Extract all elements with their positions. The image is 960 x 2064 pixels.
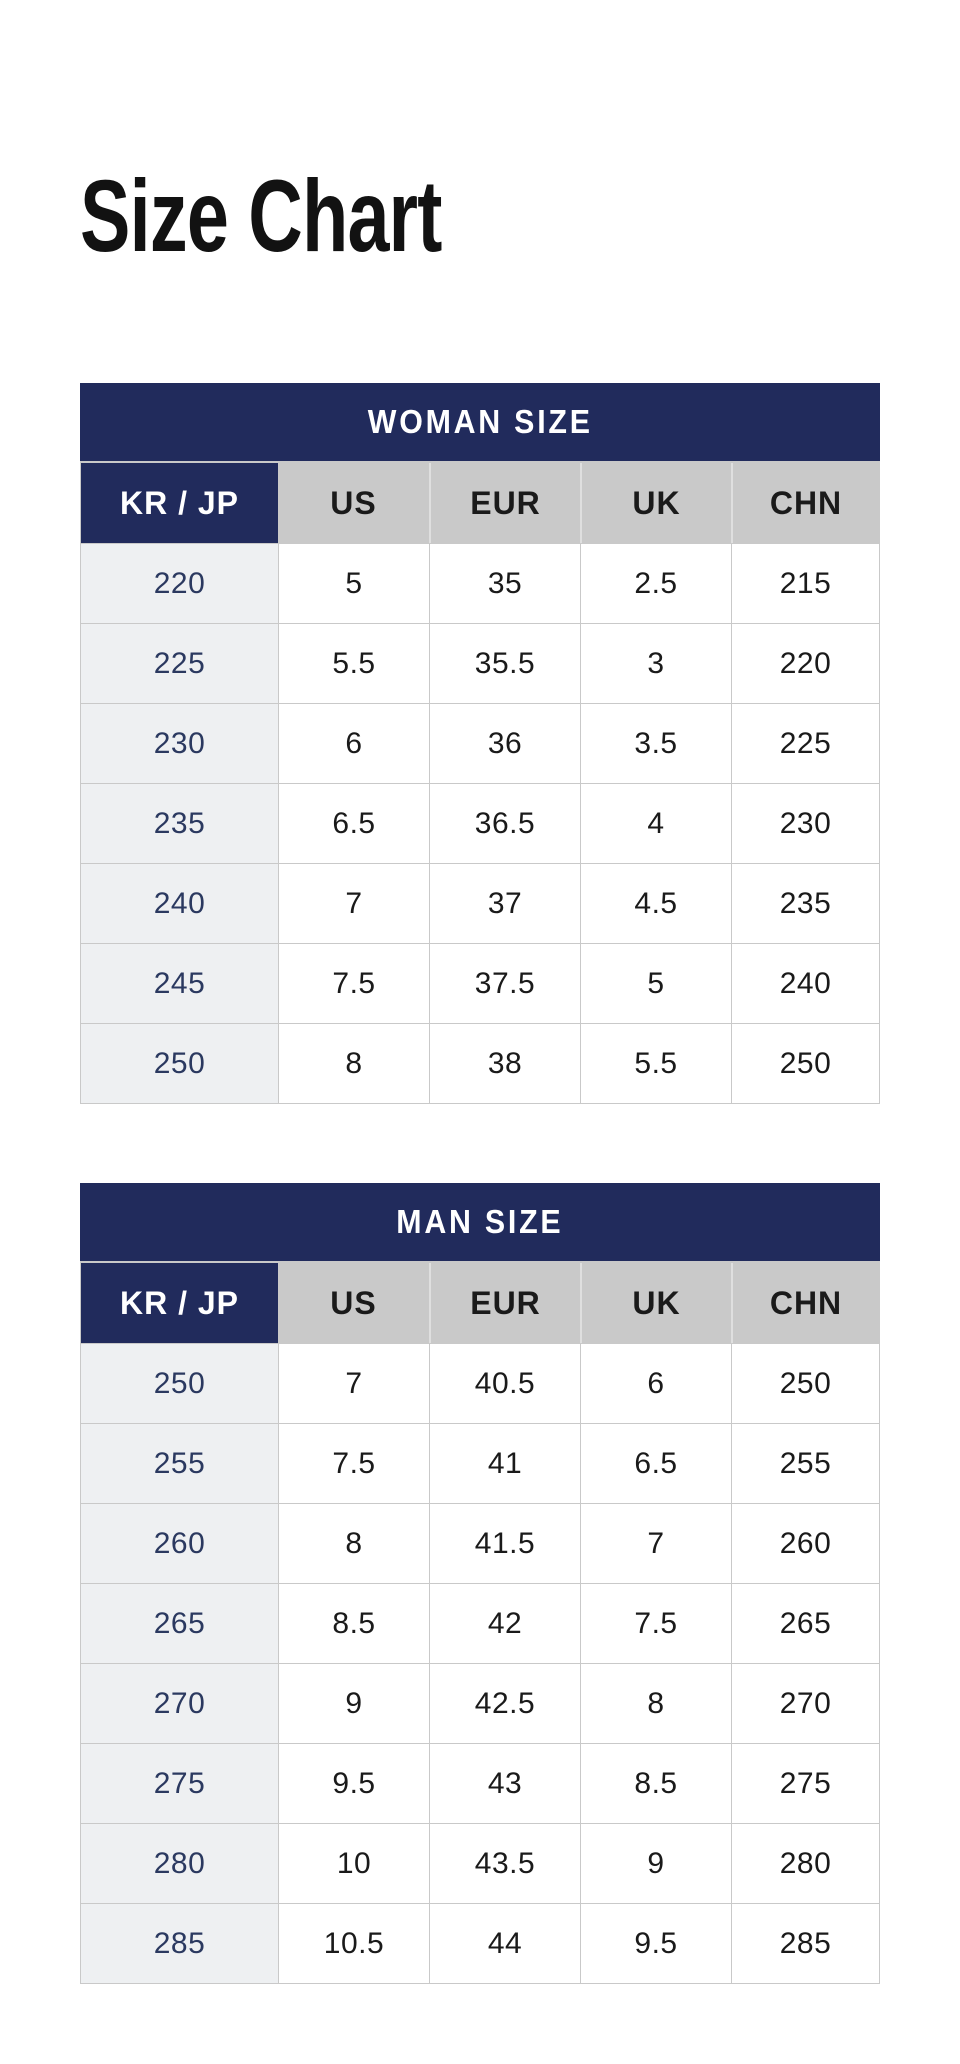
woman-size-table [80,383,880,1104]
column-header-chn: CHN [731,1263,879,1343]
column-header-kr-jp: KR / JP [81,463,278,543]
table-cell-woman-r7-c3: 38 [429,1023,580,1103]
table-cell-man-r5-c3: 42.5 [429,1663,580,1743]
table-cell-man-r3-c2: 8 [278,1503,429,1583]
table-cell-man-r7-c1: 280 [81,1823,278,1903]
table-cell-man-r8-c1: 285 [81,1903,278,1983]
table-cell-man-r8-c2: 10.5 [278,1903,429,1983]
table-cell-woman-r2-c4: 3 [580,623,731,703]
table-cell-man-r1-c5: 250 [731,1343,879,1423]
column-header-uk: UK [580,463,731,543]
table-cell-man-r7-c3: 43.5 [429,1823,580,1903]
woman-size-grid [80,463,880,1104]
table-cell-woman-r6-c2: 7.5 [278,943,429,1023]
table-cell-woman-r3-c4: 3.5 [580,703,731,783]
table-cell-man-r6-c2: 9.5 [278,1743,429,1823]
table-cell-man-r3-c5: 260 [731,1503,879,1583]
table-cell-woman-r7-c1: 250 [81,1023,278,1103]
table-cell-man-r1-c4: 6 [580,1343,731,1423]
column-header-kr-jp: KR / JP [81,1263,278,1343]
table-cell-man-r7-c5: 280 [731,1823,879,1903]
table-cell-man-r2-c2: 7.5 [278,1423,429,1503]
column-header-eur: EUR [429,1263,580,1343]
table-cell-man-r6-c1: 275 [81,1743,278,1823]
table-cell-man-r5-c1: 270 [81,1663,278,1743]
table-cell-woman-r4-c5: 230 [731,783,879,863]
table-cell-woman-r5-c3: 37 [429,863,580,943]
table-cell-man-r8-c3: 44 [429,1903,580,1983]
table-cell-woman-r6-c1: 245 [81,943,278,1023]
table-cell-woman-r7-c4: 5.5 [580,1023,731,1103]
table-cell-woman-r6-c3: 37.5 [429,943,580,1023]
column-header-eur: EUR [429,463,580,543]
table-cell-man-r3-c4: 7 [580,1503,731,1583]
man-size-table-title: MAN SIZE [396,1203,564,1240]
table-cell-woman-r5-c1: 240 [81,863,278,943]
table-cell-man-r5-c5: 270 [731,1663,879,1743]
table-cell-man-r3-c1: 260 [81,1503,278,1583]
table-cell-woman-r6-c4: 5 [580,943,731,1023]
table-cell-man-r2-c5: 255 [731,1423,879,1503]
table-cell-woman-r6-c5: 240 [731,943,879,1023]
table-cell-woman-r3-c2: 6 [278,703,429,783]
man-size-table [80,1183,880,1984]
table-cell-man-r1-c2: 7 [278,1343,429,1423]
column-header-uk: UK [580,1263,731,1343]
table-cell-woman-r4-c1: 235 [81,783,278,863]
table-cell-man-r8-c4: 9.5 [580,1903,731,1983]
table-cell-man-r7-c2: 10 [278,1823,429,1903]
woman-size-table-header [80,383,880,463]
table-cell-man-r7-c4: 9 [580,1823,731,1903]
table-cell-man-r4-c3: 42 [429,1583,580,1663]
table-cell-woman-r1-c4: 2.5 [580,543,731,623]
table-cell-woman-r5-c2: 7 [278,863,429,943]
table-cell-woman-r3-c3: 36 [429,703,580,783]
table-cell-woman-r1-c2: 5 [278,543,429,623]
man-size-table-header [80,1183,880,1263]
table-cell-man-r6-c4: 8.5 [580,1743,731,1823]
table-cell-man-r5-c4: 8 [580,1663,731,1743]
table-cell-woman-r4-c3: 36.5 [429,783,580,863]
column-header-chn: CHN [731,463,879,543]
table-cell-woman-r5-c4: 4.5 [580,863,731,943]
table-cell-man-r1-c1: 250 [81,1343,278,1423]
table-cell-woman-r1-c1: 220 [81,543,278,623]
table-cell-man-r6-c3: 43 [429,1743,580,1823]
table-cell-man-r8-c5: 285 [731,1903,879,1983]
table-cell-man-r2-c4: 6.5 [580,1423,731,1503]
table-cell-man-r2-c3: 41 [429,1423,580,1503]
table-cell-man-r6-c5: 275 [731,1743,879,1823]
table-cell-man-r3-c3: 41.5 [429,1503,580,1583]
page-title: Size Chart [80,159,442,273]
table-cell-woman-r7-c5: 250 [731,1023,879,1103]
table-cell-man-r4-c5: 265 [731,1583,879,1663]
column-header-us: US [278,463,429,543]
table-cell-woman-r4-c2: 6.5 [278,783,429,863]
table-cell-man-r1-c3: 40.5 [429,1343,580,1423]
table-cell-woman-r4-c4: 4 [580,783,731,863]
table-cell-woman-r5-c5: 235 [731,863,879,943]
table-cell-man-r2-c1: 255 [81,1423,278,1503]
table-cell-woman-r2-c2: 5.5 [278,623,429,703]
column-header-us: US [278,1263,429,1343]
table-cell-woman-r2-c1: 225 [81,623,278,703]
table-cell-woman-r1-c5: 215 [731,543,879,623]
table-cell-woman-r2-c5: 220 [731,623,879,703]
man-size-grid [80,1263,880,1984]
table-cell-woman-r3-c5: 225 [731,703,879,783]
table-cell-woman-r1-c3: 35 [429,543,580,623]
table-cell-woman-r3-c1: 230 [81,703,278,783]
table-cell-woman-r7-c2: 8 [278,1023,429,1103]
table-cell-man-r5-c2: 9 [278,1663,429,1743]
table-cell-man-r4-c4: 7.5 [580,1583,731,1663]
table-cell-man-r4-c1: 265 [81,1583,278,1663]
table-cell-woman-r2-c3: 35.5 [429,623,580,703]
woman-size-table-title: WOMAN SIZE [367,403,593,440]
table-cell-man-r4-c2: 8.5 [278,1583,429,1663]
